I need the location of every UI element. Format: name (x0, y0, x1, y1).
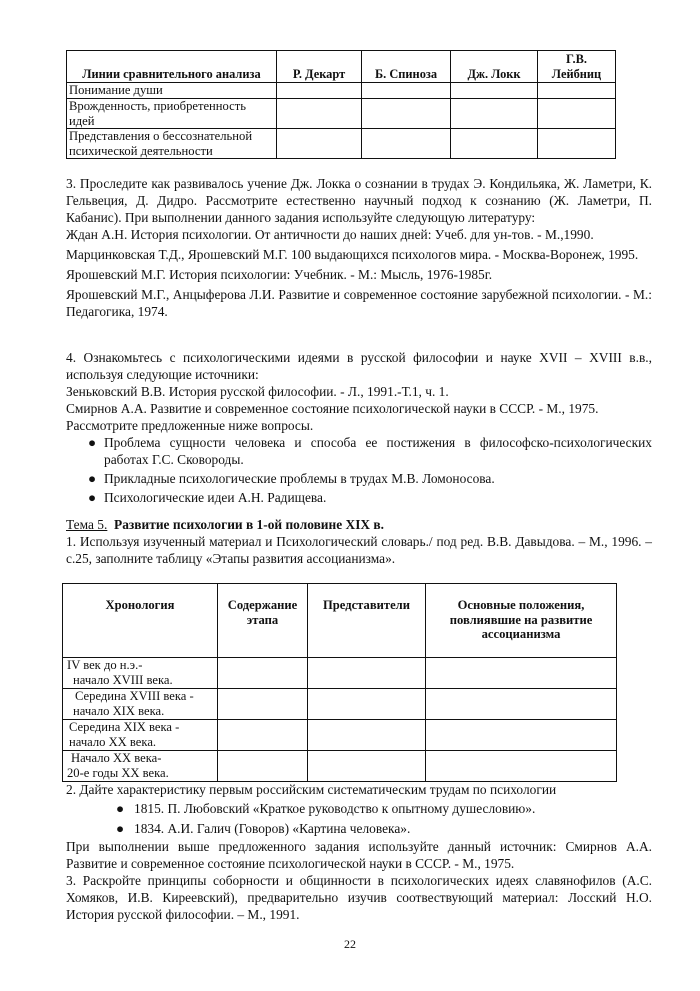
table-header-row (67, 51, 616, 83)
task-text: Рассмотрите предложенные ниже вопросы. (66, 418, 314, 433)
table-header-cell: Представители (308, 584, 426, 658)
bullet-icon: ● (116, 801, 125, 816)
task-3-section (66, 175, 652, 320)
table-row (67, 99, 616, 129)
table-row (63, 751, 617, 782)
list-item: ● 1834. А.И. Галич (Говоров) «Картина человека». (116, 821, 411, 836)
table-cell (451, 99, 538, 129)
table-cell (426, 658, 617, 689)
reference: Ждан А.Н. История психологии. От античности до наших дней: Учеб. для ун-тов. - М.,1990. (66, 227, 594, 242)
topic-5-section (66, 516, 652, 567)
table-cell (308, 751, 426, 782)
table-header-cell: Хронология (63, 584, 218, 658)
table-cell (218, 751, 308, 782)
table-header-cell: Дж. Локк (451, 51, 538, 83)
table-header-row (63, 584, 617, 658)
table-row (63, 720, 617, 751)
task-text: 2. Дайте характеристику первым российским систематическим трудам по психологии (66, 782, 557, 797)
table-cell (218, 658, 308, 689)
task-text: 3. Раскройте принципы соборности и общинности в психологических идеях славянофилов (А.С. Хомяков, И.В. Киреевский), предварительно изучив соотвествующий материал: Лосский Н.О. История русской философии. – М., 1991. (66, 873, 652, 922)
table-cell (308, 658, 426, 689)
table-cell (362, 99, 451, 129)
bullet-icon: ● (88, 471, 97, 486)
table-header-cell: Линии сравнительного анализа (67, 51, 277, 83)
table-cell (362, 129, 451, 159)
table-cell (308, 720, 426, 751)
table-header-cell: Б. Спиноза (362, 51, 451, 83)
reference: Марцинковская Т.Д., Ярошевский М.Г. 100 выдающихся психологов мира. - Москва-Воронеж, 1995. (66, 247, 639, 262)
table-cell: Понимание души (67, 83, 277, 99)
topic-heading (66, 516, 652, 533)
bullet-icon: ● (88, 490, 97, 505)
table-cell (451, 83, 538, 99)
task-text: 1. Используя изученный материал и Психологический словарь./ под ред. В.В. Давыдова. – М., 1996. – с.25, заполните таблицу «Этапы развития ассоцианизма». (66, 534, 652, 566)
reference: Зеньковский В.В. История русской философии. - Л., 1991.-Т.1, ч. 1. (66, 384, 449, 399)
table-cell: IV век до н.э.- начало XVIII века. (63, 658, 218, 689)
reference: Смирнов А.А. Развитие и современное состояние психологической науки в СССР. - М., 1975. (66, 401, 599, 416)
table-header-cell: Г.В. Лейбниц (538, 51, 616, 83)
list-item: ● Проблема сущности человека и способа ее постижения в философско-психологических работах Г.С. Сковороды. (88, 435, 652, 467)
reference: Ярошевский М.Г., Анцыферова Л.И. Развитие и современное состояние зарубежной психологии. - М.: Педагогика, 1974. (66, 287, 652, 319)
table-cell (538, 99, 616, 129)
bullet-icon: ● (88, 435, 97, 450)
table-cell: Врожденность, приобретенность идей (67, 99, 277, 129)
table-row (63, 658, 617, 689)
table-row (67, 83, 616, 99)
table-row (67, 129, 616, 159)
table-header-cell: Р. Декарт (277, 51, 362, 83)
table-cell (218, 689, 308, 720)
table-cell: Середина XIX века - начало XX века. (63, 720, 218, 751)
table-cell (426, 720, 617, 751)
list-item: ● Психологические идеи А.Н. Радищева. (88, 490, 327, 505)
page-number: 22 (344, 937, 356, 951)
list-item: ● 1815. П. Любовский «Краткое руководство к опытному душесловию». (116, 801, 536, 816)
table-cell: Начало XX века- 20-е годы XX века. (63, 751, 218, 782)
table-cell (538, 83, 616, 99)
task-text: 4. Ознакомьтесь с психологическими идеями в русской философии и науке XVII – XVIII в.в., используя следующие источники: (66, 350, 652, 382)
table-cell (308, 689, 426, 720)
table-cell (426, 689, 617, 720)
table-cell (277, 99, 362, 129)
task-4-section (66, 349, 652, 506)
table-cell (362, 83, 451, 99)
table-cell (451, 129, 538, 159)
table-cell (277, 83, 362, 99)
table-row (63, 689, 617, 720)
table-cell (426, 751, 617, 782)
table-header-cell: Основные положения, повлиявшие на развитие ассоцианизма (426, 584, 617, 658)
comparison-table (66, 50, 616, 159)
list-item: ● Прикладные психологические проблемы в трудах М.В. Ломоносова. (88, 471, 495, 486)
topic-label: Тема 5. (66, 517, 108, 532)
bullet-list (66, 434, 652, 506)
table-header-cell: Содержание этапа (218, 584, 308, 658)
associationism-table (62, 583, 617, 782)
table-cell: Представления о бессознательной психической деятельности (67, 129, 277, 159)
table-cell (218, 720, 308, 751)
task-2-section (66, 781, 652, 923)
task-text: 3. Проследите как развивалось учение Дж. Локка о сознании в трудах Э. Кондильяка, Ж. Ламетри, К. Гельвеция, Д. Дидро. Рассмотрите естественно научный подход к сознанию (Ж. Ламетри, П. Кабанис). При выполнении данного задания используйте следующую литературу: (66, 176, 652, 225)
table-cell: Середина XVIII века - начало XIX века. (63, 689, 218, 720)
reference: Ярошевский М.Г. История психологии: Учебник. - М.: Мысль, 1976-1985г. (66, 267, 493, 282)
table-cell (538, 129, 616, 159)
table-cell (277, 129, 362, 159)
topic-title: Развитие психологии в 1-ой половине XIX в. (114, 517, 385, 532)
task-text: При выполнении выше предложенного задания используйте данный источник: Смирнов А.А. Развитие и современное состояние психологической науки в СССР. - М., 1975. (66, 839, 652, 871)
bullet-list (66, 800, 652, 837)
bullet-icon: ● (116, 821, 125, 836)
